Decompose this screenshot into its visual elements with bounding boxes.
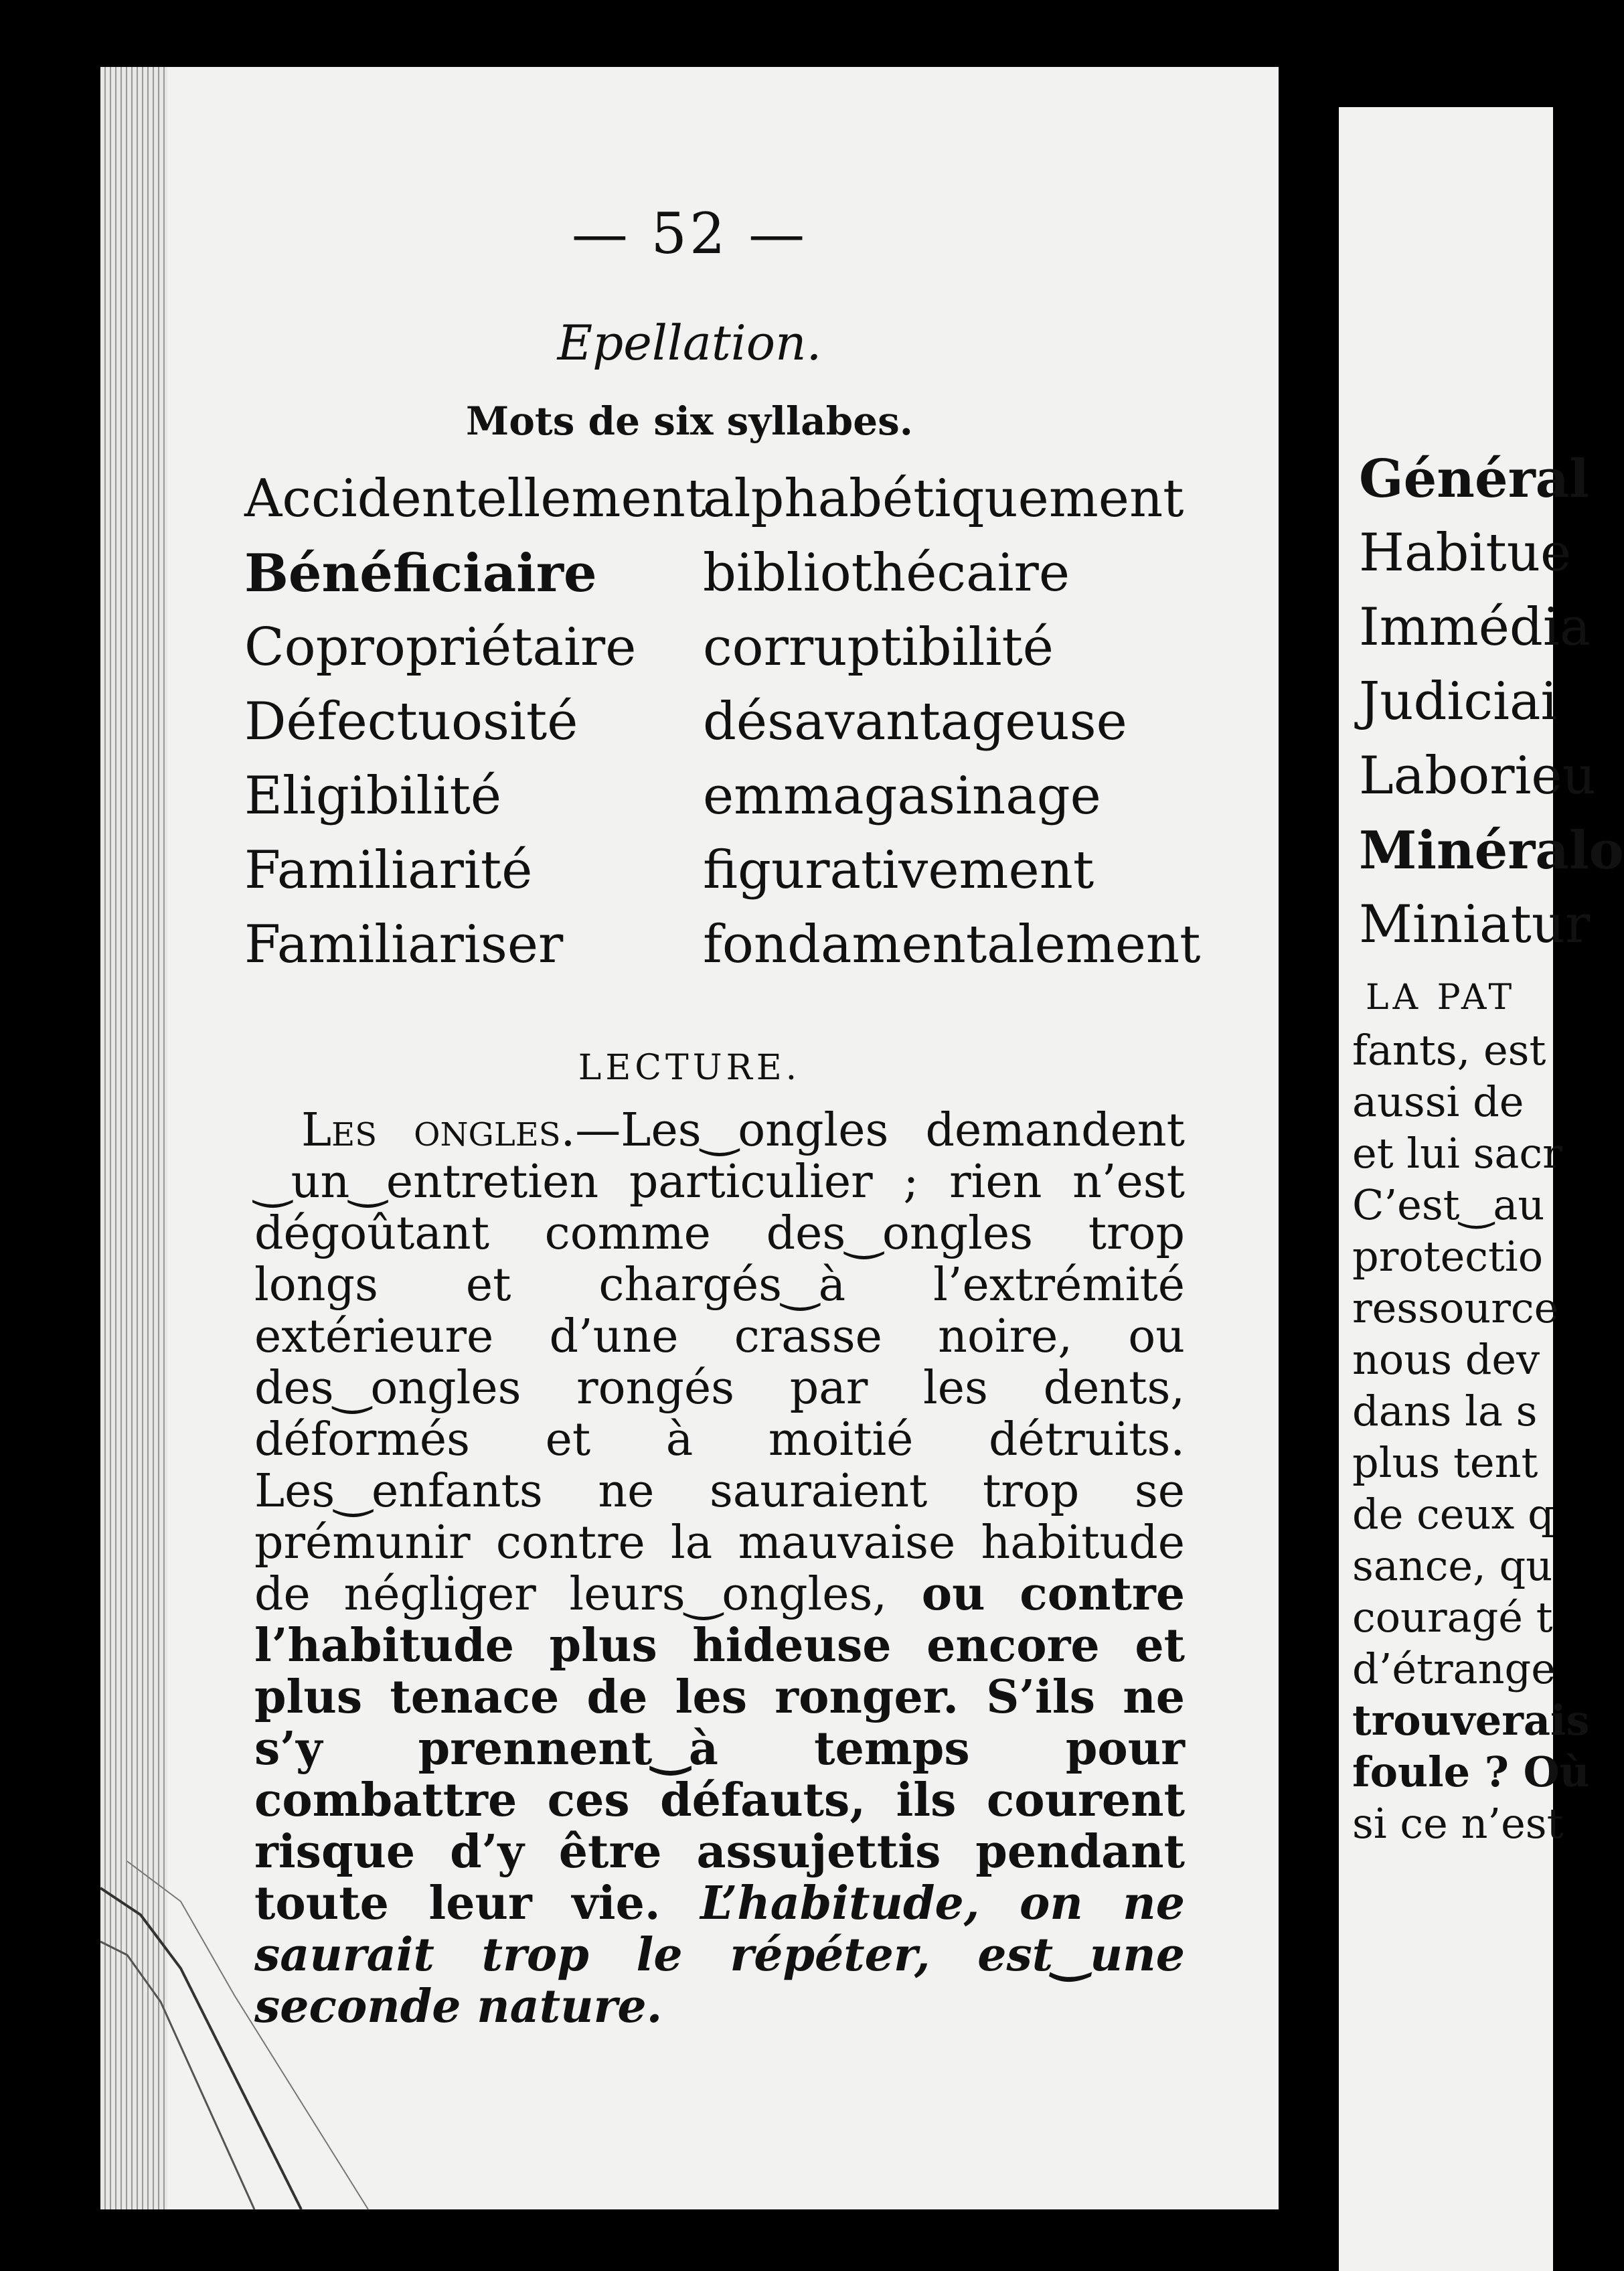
text-line: foule ? Où	[1352, 1747, 1590, 1796]
reading-text: —Les‿ongles demandent ‿un‿entretien particulier ; rien n’est dégoûtant comme des‿ongles trop longs et chargés‿à l’extrémité extérieure d’une crasse noire, ou des‿ongles rongés par les dents, déformés et à moitié détruits. Les‿enfants ne sauraient trop se prémunir contre la mauvaise habitude de négliger leurs‿ongles,	[254, 1104, 1185, 1621]
word-item: alphabétiquement	[703, 469, 1184, 529]
text-line: dans la s	[1352, 1387, 1538, 1435]
text-line: et lui sacr	[1352, 1129, 1562, 1178]
text-line: trouverais	[1352, 1696, 1590, 1745]
text-line: fants, est	[1352, 1026, 1546, 1075]
word-item: Minéralo	[1359, 820, 1624, 881]
book-gutter	[1279, 0, 1339, 2271]
text-line: sance, qu	[1352, 1541, 1553, 1590]
word-list-left	[244, 462, 706, 982]
left-page	[100, 67, 1279, 2209]
page-number: — 52 —	[571, 201, 808, 266]
reading-passage	[254, 1105, 1185, 2033]
word-item: Immédia	[1359, 597, 1591, 657]
text-line: si ce n’est	[1352, 1799, 1564, 1848]
word-item: Copropriétaire	[244, 617, 637, 678]
word-item: Défectuosité	[244, 692, 578, 752]
word-item: corruptibilité	[703, 617, 1054, 678]
word-item: Judiciai	[1359, 672, 1558, 732]
word-item: Familiariser	[244, 915, 564, 975]
right-page	[1339, 107, 1624, 2271]
text-line: ressource	[1352, 1283, 1559, 1332]
lecture-heading: LECTURE.	[578, 1048, 801, 1088]
text-line: couragé t	[1352, 1593, 1553, 1642]
word-item: désavantageuse	[703, 692, 1127, 752]
text-line: C’est‿au	[1352, 1180, 1545, 1229]
word-item: Eligibilité	[244, 766, 501, 826]
text-line: protectio	[1352, 1232, 1544, 1281]
word-item: Habitue	[1359, 523, 1572, 583]
reading-text-bold: ou contre l’habitude plus hideuse encore et plus tenace de les ronger. S’ils ne s’y prennent‿à temps pour combattre ces défauts, ils courent risque d’y être assujettis pendant toute leur vie.	[254, 1567, 1186, 1930]
word-item: Familiarité	[244, 840, 533, 900]
word-item: Bénéficiaire	[244, 543, 597, 604]
word-item: Accidentellement	[244, 469, 707, 529]
word-item: figurativement	[703, 840, 1094, 900]
word-item: Général	[1359, 449, 1589, 510]
right-heading: LA PAT	[1366, 977, 1516, 1018]
section-title: Epellation.	[557, 315, 822, 371]
text-line: de ceux q	[1352, 1490, 1554, 1539]
text-line: plus tent	[1352, 1438, 1538, 1487]
text-line: aussi de	[1352, 1077, 1524, 1126]
word-item: bibliothécaire	[703, 543, 1070, 603]
right-text-lines	[1352, 1024, 1590, 1849]
subtitle: Mots de six syllabes.	[466, 398, 913, 444]
reading-closing: L’habitude, on ne saurait trop le répéter, est‿une seconde nature.	[254, 1877, 1186, 2033]
word-item: Miniatur	[1359, 894, 1591, 955]
word-item: emmagasinage	[703, 766, 1101, 826]
word-item: Laborieu	[1359, 746, 1596, 806]
right-word-list	[1359, 442, 1624, 962]
word-item: fondamentalement	[703, 915, 1201, 975]
text-line: d’étrange	[1352, 1644, 1556, 1693]
text-line: nous dev	[1352, 1335, 1540, 1384]
word-list-right	[703, 462, 1201, 982]
reading-title: Les ongles.	[301, 1104, 576, 1157]
